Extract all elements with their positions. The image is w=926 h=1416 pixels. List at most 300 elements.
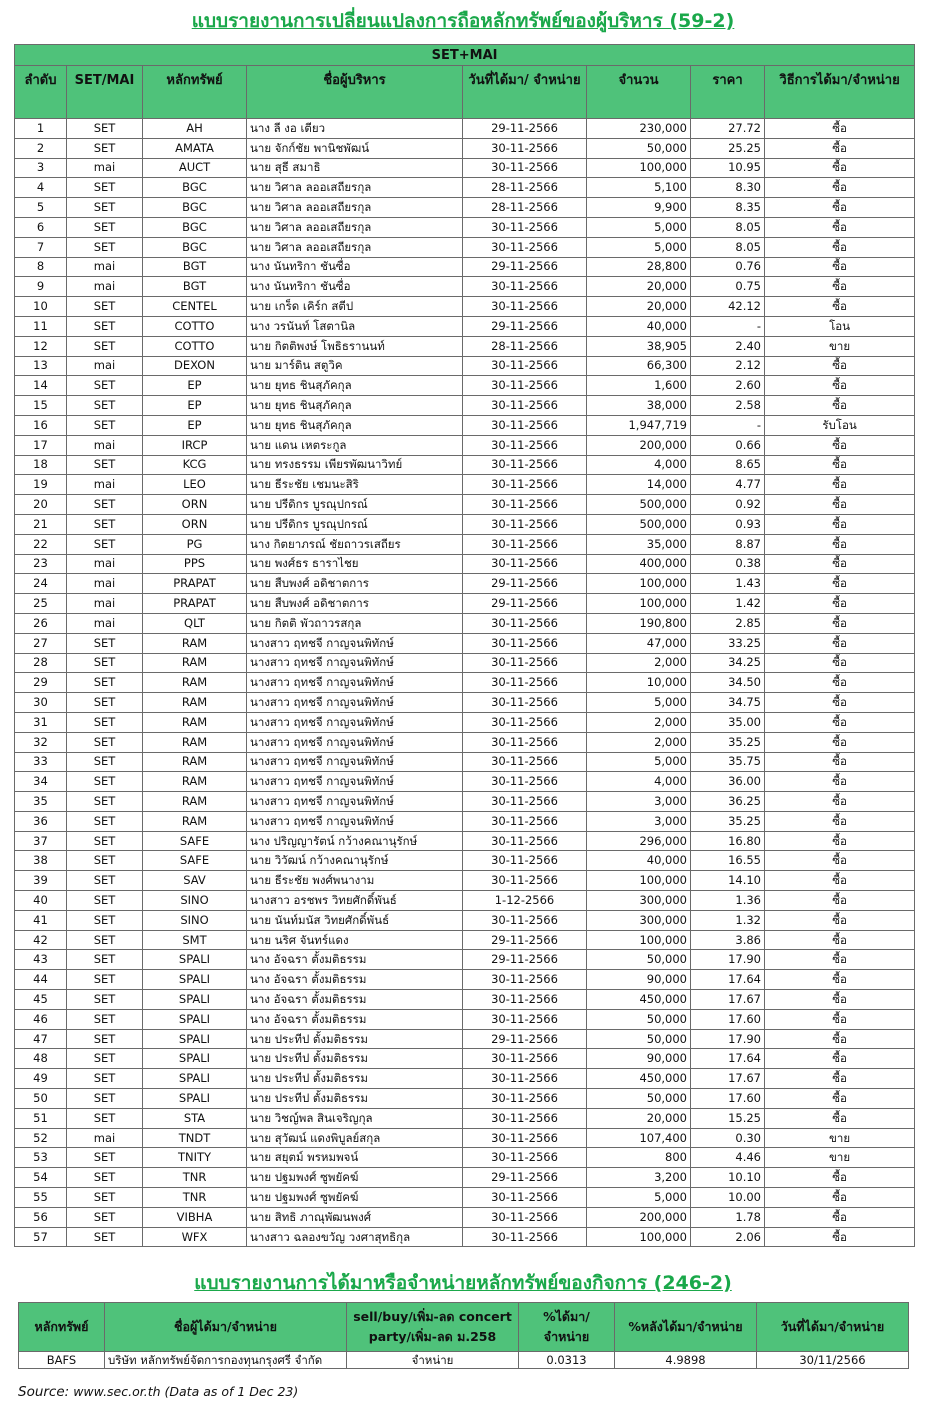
table-row	[15, 653, 915, 673]
report-title-246-2: แบบรายงานการได้มาหรือจำหน่ายหลักทรัพย์ของกิจการ (246-2)	[194, 1272, 732, 1294]
cell-date: 30-11-2566	[463, 792, 587, 812]
cell-price: 16.80	[691, 831, 765, 851]
cell-executive-name: นางสาว ฤทชจี กาญจนพิทักษ์	[247, 752, 463, 772]
cell-security: SPALI	[143, 1089, 247, 1109]
cell-date: 30-11-2566	[463, 435, 587, 455]
cell-method: ซื้อ	[765, 1029, 915, 1049]
col-header-transaction-type: sell/buy/เพิ่ม-ลด concert party/เพิ่ม-ลด ม.258	[347, 1303, 519, 1352]
cell-executive-name: นาง อัจฉรา ตั้งมติธรรม	[247, 990, 463, 1010]
cell-no: 30	[15, 693, 67, 713]
table-row	[15, 673, 915, 693]
table-row	[15, 1108, 915, 1128]
cell-no: 24	[15, 574, 67, 594]
cell-market: SET	[67, 851, 143, 871]
cell-no: 21	[15, 514, 67, 534]
cell-amount: 50,000	[587, 1009, 691, 1029]
cell-executive-name: นาย วิวัฒน์ กว้างคณานุรักษ์	[247, 851, 463, 871]
table-row	[15, 574, 915, 594]
table-row	[15, 396, 915, 416]
cell-method: ซื้อ	[765, 930, 915, 950]
cell-price: 17.90	[691, 950, 765, 970]
cell-date: 30-11-2566	[463, 673, 587, 693]
cell-price: 2.60	[691, 376, 765, 396]
cell-executive-name: นาย จักก์ชัย พานิชพัฒน์	[247, 138, 463, 158]
cell-no: 46	[15, 1009, 67, 1029]
cell-executive-name: นาย ธีระชัย พงศ์พนางาม	[247, 871, 463, 891]
table-row	[15, 831, 915, 851]
cell-price: 35.25	[691, 732, 765, 752]
cell-amount: 50,000	[587, 1029, 691, 1049]
cell-date: 30-11-2566	[463, 514, 587, 534]
cell-executive-name: นาง อัจฉรา ตั้งมติธรรม	[247, 950, 463, 970]
cell-date: 30-11-2566	[463, 495, 587, 515]
col-header-security: หลักทรัพย์	[19, 1303, 105, 1352]
cell-amount: 300,000	[587, 891, 691, 911]
cell-market: SET	[67, 1009, 143, 1029]
cell-price: 17.67	[691, 990, 765, 1010]
cell-security: SPALI	[143, 990, 247, 1010]
table-row	[15, 316, 915, 336]
cell-date: 30-11-2566	[463, 1128, 587, 1148]
cell-no: 6	[15, 217, 67, 237]
col-header-security: หลักทรัพย์	[143, 66, 247, 119]
cell-market: mai	[67, 356, 143, 376]
cell-security: SINO	[143, 910, 247, 930]
cell-no: 22	[15, 534, 67, 554]
cell-executive-name: นาย ยุทธ ชินสุภัคกุล	[247, 415, 463, 435]
cell-amount: 38,000	[587, 396, 691, 416]
cell-price: 10.95	[691, 158, 765, 178]
table-row	[15, 198, 915, 218]
cell-price: 33.25	[691, 633, 765, 653]
cell-method: ซื้อ	[765, 851, 915, 871]
cell-price: 0.30	[691, 1128, 765, 1148]
table-row	[15, 1089, 915, 1109]
cell-security: VIBHA	[143, 1207, 247, 1227]
cell-executive-name: นาย มาร์ติน สตูวิค	[247, 356, 463, 376]
cell-security: SAFE	[143, 831, 247, 851]
cell-price: 4.77	[691, 475, 765, 495]
cell-method: ซื้อ	[765, 1089, 915, 1109]
cell-no: 48	[15, 1049, 67, 1069]
cell-security: ORN	[143, 514, 247, 534]
cell-security: STA	[143, 1108, 247, 1128]
cell-date: 29-11-2566	[463, 316, 587, 336]
cell-executive-name: นาย กิตติพงษ์ โพธิธรานนท์	[247, 336, 463, 356]
cell-no: 39	[15, 871, 67, 891]
table-row	[15, 930, 915, 950]
table-row	[15, 772, 915, 792]
col-header-date: วันที่ได้มา/จำหน่าย	[757, 1303, 909, 1352]
cell-security: BGT	[143, 257, 247, 277]
cell-amount: 450,000	[587, 1069, 691, 1089]
cell-price: 16.55	[691, 851, 765, 871]
cell-executive-name: นาย ประทีป ตั้งมติธรรม	[247, 1049, 463, 1069]
col-header-percent-after: %หลังได้มา/จำหน่าย	[615, 1303, 757, 1352]
cell-method: ซื้อ	[765, 653, 915, 673]
cell-executive-name: นาย แดน เหตระกูล	[247, 435, 463, 455]
cell-executive-name: นาย วิชญ์พล สินเจริญกุล	[247, 1108, 463, 1128]
table-row	[15, 792, 915, 812]
cell-market: SET	[67, 970, 143, 990]
col-header-acquirer-name: ชื่อผู้ได้มา/จำหน่าย	[105, 1303, 347, 1352]
cell-method: ซื้อ	[765, 574, 915, 594]
table-row	[15, 1207, 915, 1227]
cell-method: ซื้อ	[765, 257, 915, 277]
table-row	[15, 970, 915, 990]
cell-date: 30-11-2566	[463, 732, 587, 752]
cell-security: PG	[143, 534, 247, 554]
cell-date: 30-11-2566	[463, 851, 587, 871]
cell-no: 28	[15, 653, 67, 673]
cell-market: SET	[67, 217, 143, 237]
cell-security: PRAPAT	[143, 574, 247, 594]
cell-date: 30-11-2566	[463, 693, 587, 713]
cell-price: 34.75	[691, 693, 765, 713]
cell-market: SET	[67, 772, 143, 792]
cell-amount: 10,000	[587, 673, 691, 693]
cell-no: 47	[15, 1029, 67, 1049]
cell-method: ซื้อ	[765, 990, 915, 1010]
cell-market: SET	[67, 1207, 143, 1227]
cell-no: 18	[15, 455, 67, 475]
cell-amount: 5,100	[587, 178, 691, 198]
cell-market: SET	[67, 732, 143, 752]
cell-market: SET	[67, 178, 143, 198]
cell-method: ซื้อ	[765, 712, 915, 732]
cell-market: SET	[67, 811, 143, 831]
cell-market: SET	[67, 237, 143, 257]
cell-market: mai	[67, 554, 143, 574]
table-row	[15, 633, 915, 653]
table-row	[15, 1029, 915, 1049]
cell-security: RAM	[143, 772, 247, 792]
cell-executive-name: นาย สืบพงศ์ อดิชาตการ	[247, 594, 463, 614]
cell-date: 30-11-2566	[463, 1207, 587, 1227]
cell-no: 9	[15, 277, 67, 297]
cell-price: 0.75	[691, 277, 765, 297]
cell-executive-name: นาย สุวัฒน์ แดงพิบูลย์สกุล	[247, 1128, 463, 1148]
cell-amount: 100,000	[587, 930, 691, 950]
table-row	[15, 138, 915, 158]
cell-price: 3.86	[691, 930, 765, 950]
cell-market: SET	[67, 653, 143, 673]
cell-market: SET	[67, 495, 143, 515]
table-row	[15, 297, 915, 317]
cell-security: RAM	[143, 633, 247, 653]
cell-amount: 1,600	[587, 376, 691, 396]
cell-date: 30-11-2566	[463, 297, 587, 317]
cell-market: SET	[67, 1188, 143, 1208]
cell-amount: 5,000	[587, 217, 691, 237]
cell-method: ซื้อ	[765, 693, 915, 713]
cell-executive-name: นาย สยุตม์ พรหมพจน์	[247, 1148, 463, 1168]
cell-security: QLT	[143, 613, 247, 633]
cell-no: 23	[15, 554, 67, 574]
cell-security: BAFS	[19, 1352, 105, 1369]
cell-security: EP	[143, 396, 247, 416]
cell-security: WFX	[143, 1227, 247, 1247]
cell-no: 34	[15, 772, 67, 792]
cell-no: 31	[15, 712, 67, 732]
table-row	[15, 1148, 915, 1168]
cell-no: 50	[15, 1089, 67, 1109]
cell-security: EP	[143, 415, 247, 435]
cell-price: 25.25	[691, 138, 765, 158]
source-note	[18, 1384, 298, 1400]
cell-amount: 90,000	[587, 970, 691, 990]
cell-date: 30-11-2566	[463, 237, 587, 257]
table-row	[15, 693, 915, 713]
cell-market: SET	[67, 1029, 143, 1049]
cell-amount: 230,000	[587, 119, 691, 139]
cell-market: SET	[67, 1108, 143, 1128]
table-row	[15, 415, 915, 435]
cell-executive-name: นาย ปรีดิกร บูรณุปกรณ์	[247, 495, 463, 515]
cell-amount: 296,000	[587, 831, 691, 851]
cell-method: ซื้อ	[765, 237, 915, 257]
cell-method: ซื้อ	[765, 891, 915, 911]
cell-executive-name: นาย พงศ์ธร ธาราไชย	[247, 554, 463, 574]
cell-price: 1.36	[691, 891, 765, 911]
cell-method: ซื้อ	[765, 950, 915, 970]
cell-amount: 190,800	[587, 613, 691, 633]
cell-method: โอน	[765, 316, 915, 336]
report-title-59-2: แบบรายงานการเปลี่ยนแปลงการถือหลักทรัพย์ของผู้บริหาร (59-2)	[191, 10, 735, 32]
table-row	[15, 534, 915, 554]
cell-no: 11	[15, 316, 67, 336]
cell-price: 4.46	[691, 1148, 765, 1168]
cell-security: RAM	[143, 792, 247, 812]
cell-price: 0.76	[691, 257, 765, 277]
cell-market: SET	[67, 712, 143, 732]
cell-no: 33	[15, 752, 67, 772]
cell-amount: 100,000	[587, 871, 691, 891]
cell-executive-name: นาย ประทีป ตั้งมติธรรม	[247, 1029, 463, 1049]
cell-market: mai	[67, 613, 143, 633]
cell-amount: 450,000	[587, 990, 691, 1010]
col-header-no: ลำดับ	[15, 66, 67, 119]
cell-amount: 5,000	[587, 1188, 691, 1208]
col-header-executive-name: ชื่อผู้บริหาร	[247, 66, 463, 119]
cell-date: 30-11-2566	[463, 1188, 587, 1208]
cell-no: 26	[15, 613, 67, 633]
cell-market: SET	[67, 871, 143, 891]
cell-price: -	[691, 415, 765, 435]
cell-amount: 66,300	[587, 356, 691, 376]
cell-price: 2.12	[691, 356, 765, 376]
cell-no: 4	[15, 178, 67, 198]
cell-date: 30-11-2566	[463, 772, 587, 792]
cell-date: 28-11-2566	[463, 198, 587, 218]
source-text: www.sec.or.th (Data as of 1 Dec 23)	[73, 1384, 299, 1399]
cell-executive-name: นาย ปฐมพงศ์ ซูพยัคฆ์	[247, 1168, 463, 1188]
cell-executive-name: นางสาว ฤทชจี กาญจนพิทักษ์	[247, 673, 463, 693]
cell-security: RAM	[143, 673, 247, 693]
table-row	[15, 435, 915, 455]
cell-executive-name: นาย นันท์มนัส วิทยศักดิ์พันธ์	[247, 910, 463, 930]
cell-no: 36	[15, 811, 67, 831]
cell-executive-name: นาง อัจฉรา ตั้งมติธรรม	[247, 970, 463, 990]
cell-executive-name: นาย วิศาล ลออเสถียรกุล	[247, 178, 463, 198]
cell-market: SET	[67, 514, 143, 534]
cell-no: 38	[15, 851, 67, 871]
cell-amount: 2,000	[587, 653, 691, 673]
cell-market: SET	[67, 1168, 143, 1188]
table-row	[15, 217, 915, 237]
table-row	[15, 554, 915, 574]
cell-market: SET	[67, 297, 143, 317]
cell-market: mai	[67, 574, 143, 594]
cell-no: 45	[15, 990, 67, 1010]
cell-market: SET	[67, 673, 143, 693]
cell-amount: 40,000	[587, 316, 691, 336]
cell-date: 1-12-2566	[463, 891, 587, 911]
cell-price: 8.65	[691, 455, 765, 475]
cell-no: 35	[15, 792, 67, 812]
cell-security: SPALI	[143, 1009, 247, 1029]
cell-market: mai	[67, 257, 143, 277]
cell-amount: 50,000	[587, 950, 691, 970]
cell-market: SET	[67, 1069, 143, 1089]
cell-amount: 400,000	[587, 554, 691, 574]
cell-no: 2	[15, 138, 67, 158]
cell-amount: 107,400	[587, 1128, 691, 1148]
cell-date: 28-11-2566	[463, 178, 587, 198]
cell-method: ซื้อ	[765, 1108, 915, 1128]
cell-security: BGC	[143, 178, 247, 198]
cell-no: 57	[15, 1227, 67, 1247]
col-header-date: วันที่ได้มา/ จำหน่าย	[463, 66, 587, 119]
table-row	[15, 613, 915, 633]
cell-no: 27	[15, 633, 67, 653]
cell-amount: 200,000	[587, 435, 691, 455]
cell-executive-name: นางสาว ฉลองขวัญ วงศาสุทธิกุล	[247, 1227, 463, 1247]
cell-date: 29-11-2566	[463, 1029, 587, 1049]
table-row	[15, 910, 915, 930]
cell-market: SET	[67, 930, 143, 950]
cell-executive-name: นาย ธีระชัย เชมนะสิริ	[247, 475, 463, 495]
table-row	[15, 1069, 915, 1089]
cell-method: ซื้อ	[765, 970, 915, 990]
cell-executive-name: นางสาว อรชพร วิทยศักดิ์พันธ์	[247, 891, 463, 911]
cell-security: KCG	[143, 455, 247, 475]
cell-market: SET	[67, 119, 143, 139]
cell-price: 42.12	[691, 297, 765, 317]
cell-market: SET	[67, 138, 143, 158]
cell-executive-name: นาง วรนันท์ โสตานิล	[247, 316, 463, 336]
cell-security: TNITY	[143, 1148, 247, 1168]
cell-amount: 20,000	[587, 277, 691, 297]
cell-method: ซื้อ	[765, 554, 915, 574]
cell-date: 30/11/2566	[757, 1352, 909, 1369]
cell-executive-name: นาย สืบพงศ์ อดิชาตการ	[247, 574, 463, 594]
cell-executive-name: นาย ปรีดิกร บูรณุปกรณ์	[247, 514, 463, 534]
table-row	[15, 495, 915, 515]
cell-market: SET	[67, 831, 143, 851]
cell-price: 0.38	[691, 554, 765, 574]
table-row	[15, 178, 915, 198]
cell-market: SET	[67, 198, 143, 218]
col-header-price: ราคา	[691, 66, 765, 119]
cell-method: ซื้อ	[765, 158, 915, 178]
cell-price: 17.64	[691, 970, 765, 990]
cell-date: 30-11-2566	[463, 415, 587, 435]
cell-price: 27.72	[691, 119, 765, 139]
cell-method: ซื้อ	[765, 1069, 915, 1089]
cell-security: ORN	[143, 495, 247, 515]
cell-date: 30-11-2566	[463, 653, 587, 673]
cell-date: 29-11-2566	[463, 950, 587, 970]
cell-method: ซื้อ	[765, 910, 915, 930]
cell-date: 30-11-2566	[463, 1089, 587, 1109]
cell-executive-name: นางสาว ฤทชจี กาญจนพิทักษ์	[247, 811, 463, 831]
cell-no: 42	[15, 930, 67, 950]
table-row	[15, 851, 915, 871]
cell-date: 30-11-2566	[463, 1148, 587, 1168]
cell-market: SET	[67, 891, 143, 911]
cell-executive-name: นาย สุธี สมาธิ	[247, 158, 463, 178]
cell-date: 29-11-2566	[463, 594, 587, 614]
cell-security: BGC	[143, 217, 247, 237]
cell-method: ซื้อ	[765, 752, 915, 772]
cell-method: ซื้อ	[765, 534, 915, 554]
cell-no: 3	[15, 158, 67, 178]
cell-method: ซื้อ	[765, 1227, 915, 1247]
cell-method: ซื้อ	[765, 138, 915, 158]
cell-date: 30-11-2566	[463, 1009, 587, 1029]
cell-price: 1.42	[691, 594, 765, 614]
table-row	[15, 237, 915, 257]
source-label: Source:	[18, 1384, 70, 1400]
cell-no: 12	[15, 336, 67, 356]
cell-price: 0.92	[691, 495, 765, 515]
cell-method: ซื้อ	[765, 396, 915, 416]
cell-method: ซื้อ	[765, 732, 915, 752]
cell-date: 29-11-2566	[463, 930, 587, 950]
cell-security: BGC	[143, 237, 247, 257]
table-row	[15, 1188, 915, 1208]
cell-executive-name: นาง กิตยาภรณ์ ชัยถาวรเสถียร	[247, 534, 463, 554]
cell-amount: 28,800	[587, 257, 691, 277]
cell-amount: 5,000	[587, 693, 691, 713]
cell-date: 30-11-2566	[463, 1049, 587, 1069]
cell-security: CENTEL	[143, 297, 247, 317]
cell-security: RAM	[143, 752, 247, 772]
cell-method: ซื้อ	[765, 475, 915, 495]
table-row	[19, 1352, 909, 1369]
cell-price: 10.10	[691, 1168, 765, 1188]
table-row	[15, 871, 915, 891]
table-row	[15, 1168, 915, 1188]
cell-date: 30-11-2566	[463, 534, 587, 554]
cell-security: SPALI	[143, 1069, 247, 1089]
cell-method: ซื้อ	[765, 1207, 915, 1227]
cell-date: 30-11-2566	[463, 455, 587, 475]
executive-holdings-table	[14, 44, 915, 1247]
cell-amount: 200,000	[587, 1207, 691, 1227]
cell-market: SET	[67, 376, 143, 396]
cell-date: 30-11-2566	[463, 158, 587, 178]
cell-security: PRAPAT	[143, 594, 247, 614]
cell-market: SET	[67, 792, 143, 812]
cell-date: 30-11-2566	[463, 396, 587, 416]
cell-method: ซื้อ	[765, 1049, 915, 1069]
cell-method: ซื้อ	[765, 1188, 915, 1208]
cell-amount: 14,000	[587, 475, 691, 495]
cell-no: 44	[15, 970, 67, 990]
cell-market: mai	[67, 435, 143, 455]
